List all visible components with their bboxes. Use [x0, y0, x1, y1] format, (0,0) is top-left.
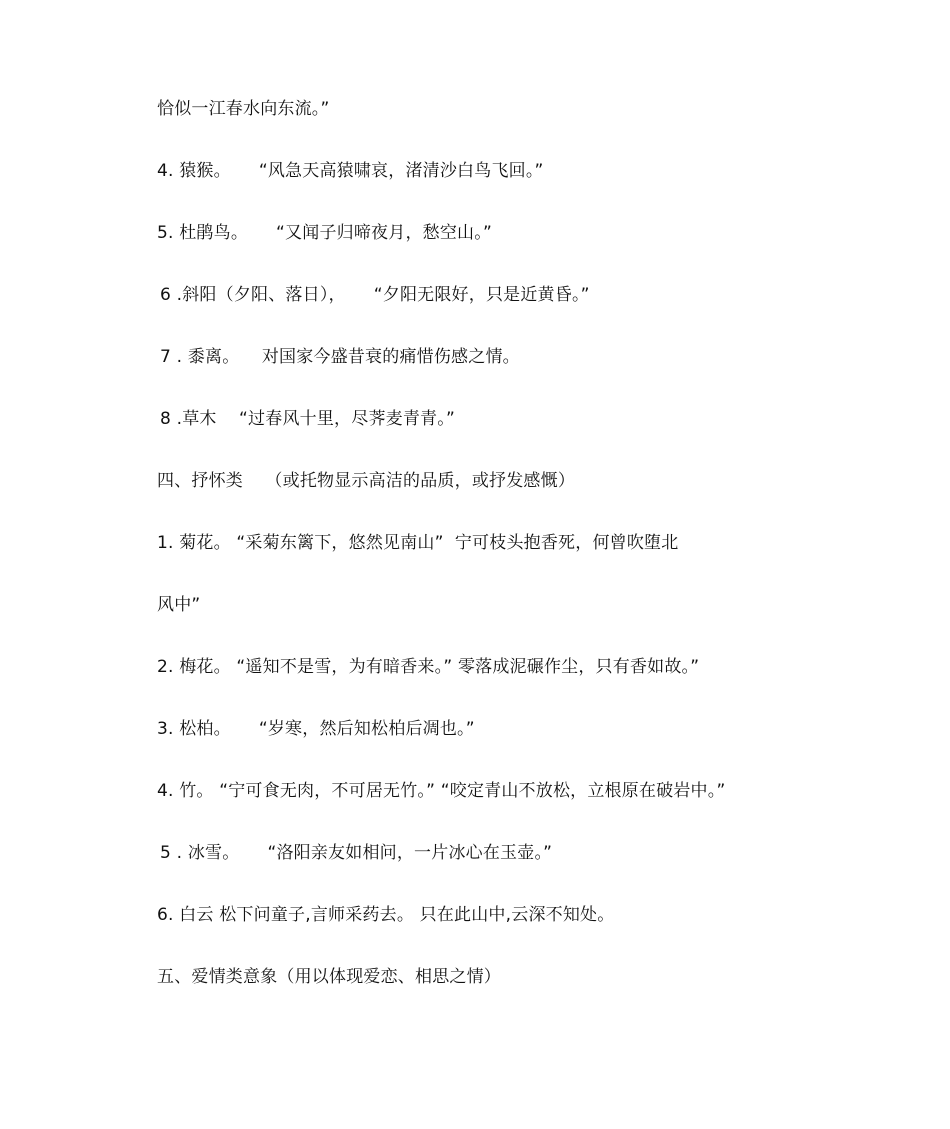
item-cuckoo: 5. 杜鹃鸟。 “又闻子归啼夜月，愁空山。” [157, 223, 492, 243]
item-plum-blossom: 2. 梅花。 “遥知不是雪，为有暗香来。” 零落成泥碾作尘，只有香如故。” [157, 657, 700, 677]
item-bamboo: 4. 竹。 “宁可食无肉，不可居无竹。” “咬定青山不放松，立根原在破岩中。” [157, 781, 726, 801]
item-ice-snow: 5 . 冰雪。 “洛阳亲友如相问，一片冰心在玉壶。” [160, 843, 553, 863]
text-line-continuation-wind: 风中” [157, 595, 201, 615]
item-sunset: 6 .斜阳（夕阳、落日）， “夕阳无限好，只是近黄昏。” [160, 285, 590, 305]
section-heading-expression: 四、抒怀类 （或托物显示高洁的品质，或抒发感慨） [157, 471, 576, 491]
item-shuli: 7 . 黍离。 对国家今盛昔衰的痛惜伤感之情。 [160, 347, 520, 367]
item-pine-cypress: 3. 松柏。 “岁寒，然后知松柏后凋也。” [157, 719, 475, 739]
item-white-cloud: 6. 白云 松下问童子,言师采药去。 只在此山中,云深不知处。 [157, 905, 615, 925]
item-ape: 4. 猿猴。 “风急天高猿啸哀，渚清沙白鸟飞回。” [157, 161, 544, 181]
item-grass-trees: 8 .草木 “过春风十里，尽荠麦青青。” [160, 409, 455, 429]
section-heading-love: 五、爱情类意象（用以体现爱恋、相思之情） [157, 967, 501, 987]
item-chrysanthemum: 1. 菊花。 “采菊东篱下，悠然见南山” 宁可枝头抱香死，何曾吹堕北 [157, 533, 679, 553]
text-line-continuation-river: 恰似一江春水向东流。” [157, 99, 330, 119]
